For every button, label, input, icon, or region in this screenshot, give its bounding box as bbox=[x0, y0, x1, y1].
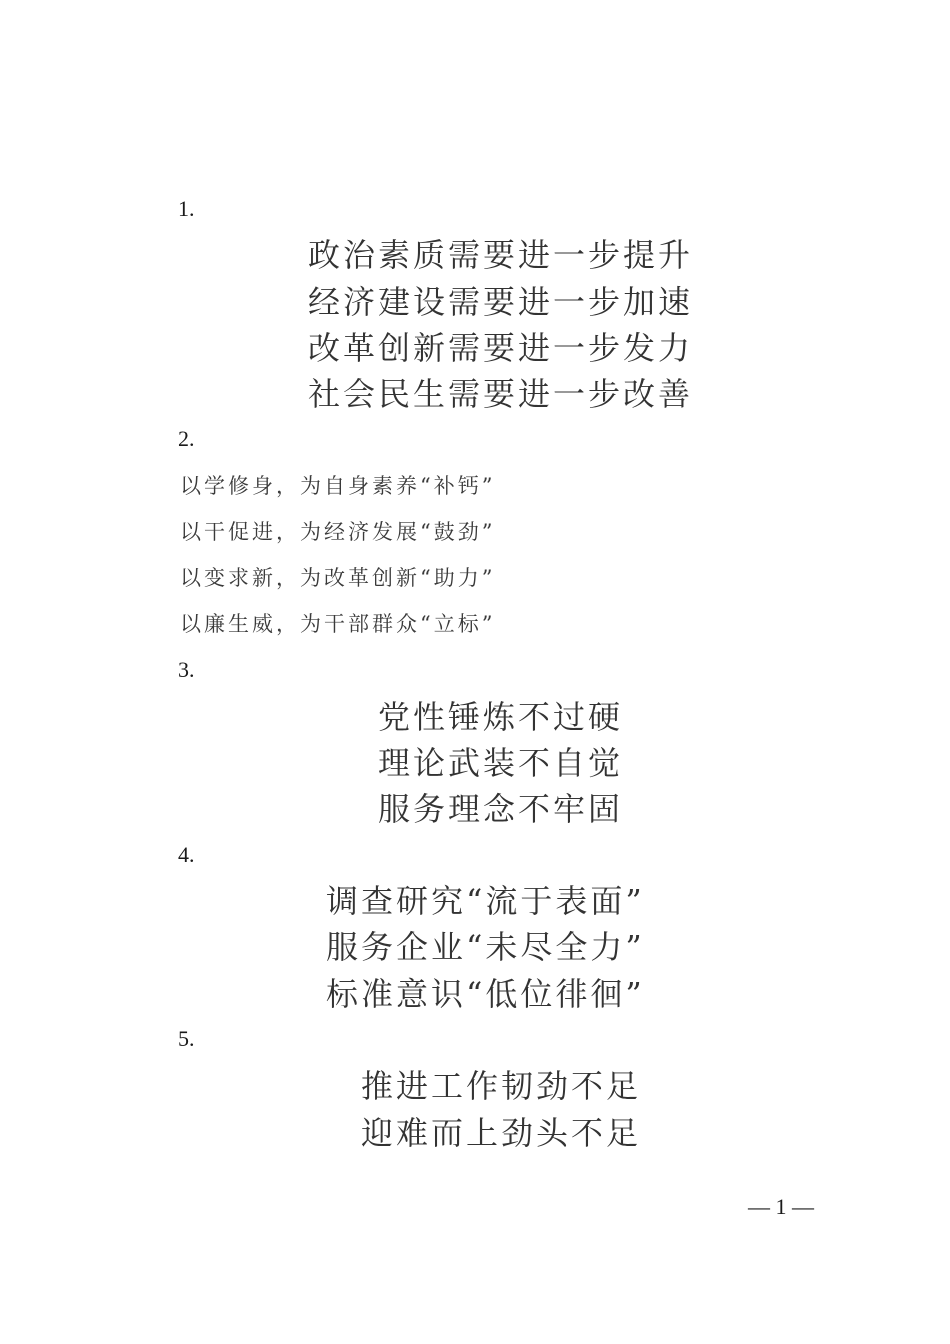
section-line: 调查研究“流于表面” bbox=[326, 882, 645, 920]
section-line: 党性锤炼不过硬 bbox=[378, 698, 624, 736]
section-line: 迎难而上劲头不足 bbox=[361, 1114, 642, 1152]
section-line: 经济建设需要进一步加速 bbox=[308, 283, 694, 321]
section-line: 服务企业“未尽全力” bbox=[326, 928, 645, 966]
section-line: 社会民生需要进一步改善 bbox=[308, 375, 694, 413]
section-line: 标准意识“低位徘徊” bbox=[326, 975, 645, 1013]
section-line: 以变求新，为改革创新“助力” bbox=[180, 566, 496, 590]
section-line: 以学修身，为自身素养“补钙” bbox=[180, 474, 496, 498]
section-number: 3. bbox=[178, 657, 195, 682]
section-line: 以廉生威，为干部群众“立标” bbox=[180, 612, 496, 636]
section-line: 改革创新需要进一步发力 bbox=[308, 329, 694, 367]
section-line: 以干促进，为经济发展“鼓劲” bbox=[180, 520, 496, 544]
section-line: 服务理念不牢固 bbox=[378, 790, 624, 828]
section-number: 2. bbox=[178, 426, 195, 451]
section-line: 理论武装不自觉 bbox=[378, 744, 624, 782]
section-line: 推进工作韧劲不足 bbox=[361, 1067, 642, 1105]
section-line: 政治素质需要进一步提升 bbox=[308, 236, 694, 274]
section-number: 1. bbox=[178, 196, 195, 221]
section-number: 5. bbox=[178, 1026, 195, 1051]
page-number: — 1 — bbox=[748, 1194, 814, 1219]
section-number: 4. bbox=[178, 842, 195, 867]
